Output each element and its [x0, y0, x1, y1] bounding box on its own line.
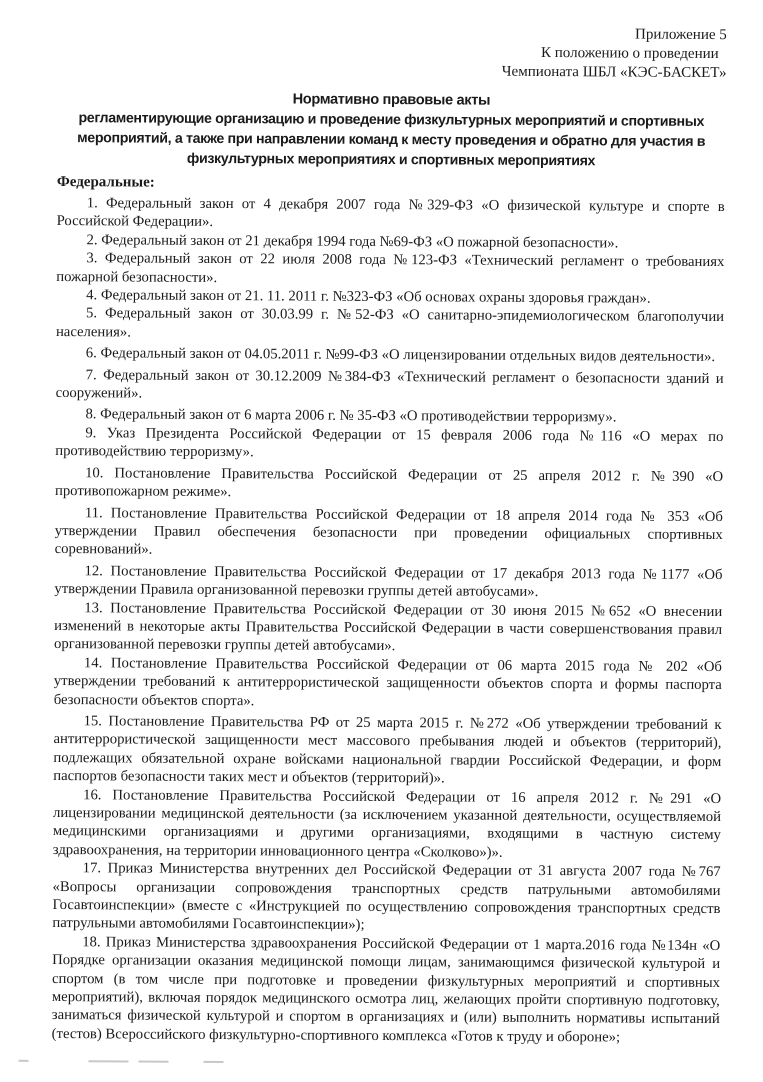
legal-acts-list	[52, 194, 725, 1047]
list-item: 1. Федеральный закон от 4 декабря 2007 года №329-ФЗ «О физической культуре и спорте в Российской Федерации».	[56, 195, 725, 231]
title-main: Нормативно правовые акты	[292, 91, 491, 109]
appendix-number: Приложение 5	[634, 26, 727, 44]
appendix-header	[502, 25, 727, 83]
list-item: 16. Постановление Правительства Российской Федерации от 16 апреля 2012 г. №291 «О лицензировании медицинской деятельности (за исключением указанной деятельности, осуществляемой медицинскими организациями и другими организациями, входящими в частную систему здравоохранения, на территории инновационного центра «Сколково»)».	[52, 786, 722, 861]
list-item: 4. Федеральный закон от 21. 11. 2011 г. №323-ФЗ «Об основах охраны здоровья граждан».	[86, 287, 651, 307]
list-item: 3. Федеральный закон от 22 июля 2008 года №123-ФЗ «Технический регламент о требованиях пожарной безопасности».	[56, 250, 725, 286]
list-item: 14. Постановление Правительства Российской Федерации от 06 марта 2015 года № 202 «Об утверждении требований к антитеррористической защищенности объектов спорта и формы паспорта безопасности объектов спорта».	[53, 654, 722, 709]
section-heading-federal: Федеральные:	[56, 174, 155, 191]
list-item: 11. Постановление Правительства Российской Федерации от 18 апреля 2014 года № 353 «Об утверждении Правил обеспечения безопасности при проведении официальных спортивных соревнований».	[54, 504, 723, 558]
list-item: 8. Федеральный закон от 6 марта 2006 г. № 35-ФЗ «О противодействии терроризму».	[85, 406, 617, 426]
list-item: 9. Указ Президента Российской Федерации от 15 февраля 2006 года №116 «О мерах по противодействию терроризму».	[55, 425, 724, 461]
list-item: 13. Постановление Правительства Российской Федерации от 30 июня 2015 №652 «О внесении изменений в некоторые акты Правительства Российской Федерации в части совершенствования правил организованной перевозки группы детей автобусами».	[54, 599, 723, 655]
list-item: 17. Приказ Министерства внутренних дел Российской Федерации от 31 августа 2007 года №767 «Вопросы организации сопровождения транспортных средств патрульными автомобилями Госавтоинспекции» (вместе с «Инструкцией по осуществлению сопровождения транспортных средств патрульными автомобилями Госавтоинспекции»);	[52, 860, 721, 934]
appendix-championship: Чемпионата ШБЛ «КЭС-БАСКЕТ»	[501, 63, 727, 82]
list-item: 18. Приказ Министерства здравоохранения Российской Федерации от 1 марта.2016 года №134н «О Порядке организации оказания медицинской помощи лицам, занимающимся физической культурой и спортом (в том числе при подготовке и проведении физкультурных мероприятий и спортивных мероприятий), включая порядок медицинского осмотра лиц, желающих пройти спортивную подготовку, заниматься физической культурой и спортом в организациях и (или) выполнить нормативы испытаний (тестов) Всероссийского физкультурно-спортивного комплекса «Готов к труду и обороне»;	[51, 934, 721, 1046]
list-item: 2. Федеральный закон от 21 декабря 1994 года №69-ФЗ «О пожарной безопасности».	[86, 232, 619, 252]
list-item: 5. Федеральный закон от 30.03.99 г. №52-ФЗ «О санитарно-эпидемиологическом благополучии населения».	[55, 305, 725, 341]
list-item: 6. Федеральный закон от 04.05.2011 г. №99-ФЗ «О лицензировании отдельных видов деятельности».	[85, 345, 716, 366]
scan-artifacts	[18, 1060, 248, 1065]
appendix-reference: К положению о проведении	[540, 44, 719, 63]
list-item: 10. Постановление Правительства Российской Федерации от 25 апреля 2012 г. №390 «О противопожарном режиме».	[54, 464, 724, 501]
list-item: 7. Федеральный закон от 30.12.2009 №384-ФЗ «Технический регламент о безопасности зданий и сооружений».	[55, 366, 724, 402]
title-subtitle: регламентирующие организацию и проведение физкультурных мероприятий и спортивных мероприятий, а также при направлении команд к месту проведения и обратно для участия в физкультурных мероприятиях и спортивных мероприятиях	[77, 110, 706, 170]
list-item: 12. Постановление Правительства Российской Федерации от 17 декабря 2013 года №1177 «Об утверждении Правила организованной перевозки группы детей автобусами».	[54, 562, 723, 601]
list-item: 15. Постановление Правительства РФ от 25 марта 2015 г. №272 «Об утверждении требований к антитеррористической защищенности мест массового пребывания людей и объектов (территорий), подлежащих обязательной охране войсками национальной гвардии Российской Федерации, и форм паспортов безопасности таких мест и объектов (территорий)».	[53, 713, 722, 787]
document-title	[51, 88, 731, 172]
